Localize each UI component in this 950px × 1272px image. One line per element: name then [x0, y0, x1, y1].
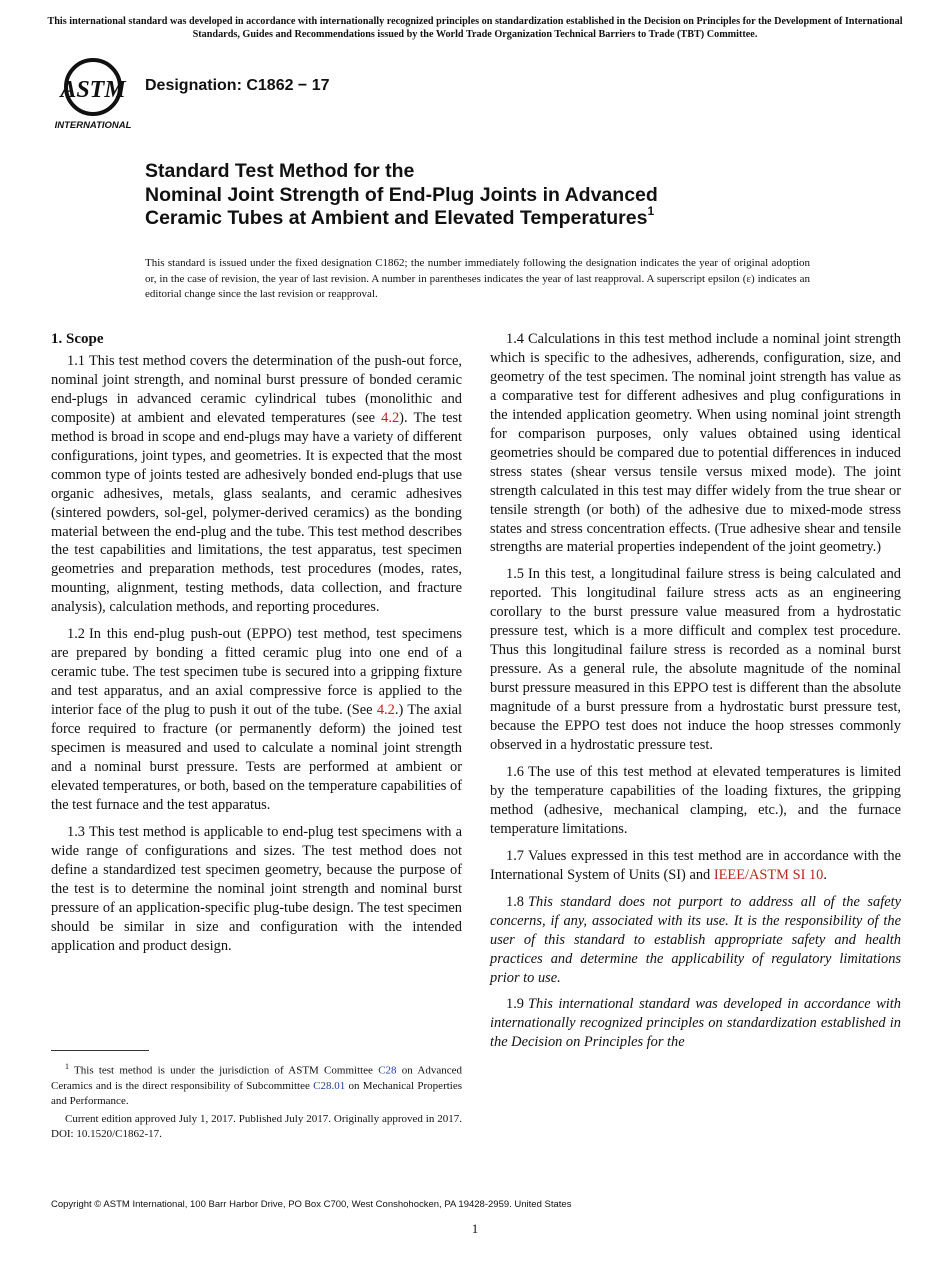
issuance-statement: This standard is issued under the fixed designation C1862; the number immediately following the designation indicates the year of original adoption or, in the case of revision, the year of last revision. A number in parentheses indicates the year of last reapproval. A superscript epsilon (ε) indicates an editorial change since the last revision or reapproval. — [145, 257, 810, 300]
logo-subtext: INTERNATIONAL — [54, 120, 132, 131]
section-link-4-2[interactable]: 4.2 — [381, 409, 400, 426]
footnote-mark: 1 — [65, 1062, 69, 1071]
paragraph-text: This test method is applicable to end-plug test specimens with a wide range of configurations and sizes. The test method does not define a standardized test specimen geometry, because the purpose of the test is to determine the nominal joint strength and nominal burst pressure of an application-specific plug-tube design. The test specimen should be similar in size and configuration with the intended application and product design. — [51, 823, 462, 954]
title-line-1: Standard Test Method for the — [145, 160, 415, 182]
paragraph-number: 1.1 — [67, 352, 85, 369]
footnote-text: on Mechanical Properties and Performance. — [51, 1079, 463, 1107]
paragraph-1-5 — [490, 565, 901, 755]
footnotes — [51, 1059, 462, 1145]
footnote-divider — [51, 1050, 149, 1051]
paragraph-1-4 — [490, 330, 901, 557]
logo-text: ASTM — [60, 77, 126, 103]
top-notice: This international standard was developed in accordance with internationally recognized principles on standardization established in the Decision on Principles for the Development of International Standards, Guides and Recommendations issued by the World Trade Organization Technical Barriers to Trade (TBT) Committee. — [47, 16, 903, 40]
paragraph-number: 1.9 — [506, 996, 524, 1013]
paragraph-text: ). The test method is broad in scope and end-plugs may have a variety of different configurations, joint types, and geometries. It is expected that the most common type of joints tested are adhesively bonded end-plugs that use organic adhesives, metals, glass sealants, and ceramic adhesives (sintered powders, sol-gel, polymer-derived ceramics) as the bonding material between the end-plug and the tube. This test method describes the test capabilities and limitations, the test apparatus, test specimen geometries and preparation methods, test procedures (modes, rates, mounting, alignment, testing methods, data collection, and fracture analysis), calculation methods, and reporting procedures. — [51, 409, 463, 616]
paragraph-number: 1.8 — [506, 893, 524, 910]
paragraph-text: .) The axial force required to fracture (or permanently deform) the joined test specimen is measured and used to calculate a nominal joint strength and a nominal burst pressure. Tests are performed at ambient or elevated temperatures, or both, based on the temperature capabilities of the test furnace and the test apparatus. — [51, 702, 462, 813]
paragraph-text: The use of this test method at elevated temperatures is limited by the temperature capabilities of the loading fixtures, the gripping method (adhesive, mechanical clamping, etc.), and the furnace temperature limitations. — [490, 763, 901, 837]
paragraph-text: In this end-plug push-out (EPPO) test method, test specimens are prepared by bonding a fitted ceramic plug into one end of a ceramic tube. The test specimen tube is secured into a gripping fixture and test apparatus, and an axial compressive force is applied to the interior face of the plug to push it out of the tube. (See — [51, 626, 462, 719]
paragraph-1-9 — [490, 995, 901, 1052]
paragraph-1-6 — [490, 763, 901, 839]
paragraph-number: 1.3 — [67, 823, 85, 840]
paragraph-number: 1.4 — [506, 331, 524, 347]
section-link-4-2[interactable]: 4.2 — [376, 702, 395, 719]
paragraph-number: 1.7 — [506, 847, 524, 864]
title-line-3 — [145, 204, 865, 231]
paragraph-text: This test method covers the determination of the push-out force, nominal joint strength, and nominal burst pressure of bonded ceramic end-plugs in advanced ceramic cylindrical tubes (monolithic and composite) at ambient and elevated temperatures (see — [51, 352, 462, 426]
paragraph-text: This standard does not purport to address all of the safety concerns, if any, associated with its use. It is the responsibility of the user of this standard to establish appropriate safety and health practices and determine the applicability of regulatory limitations prior to use. — [490, 893, 901, 986]
reference-link-ieee-astm-si-10[interactable]: IEEE/ASTM SI 10 — [713, 866, 824, 883]
committee-link-c28[interactable]: C28 — [378, 1064, 397, 1077]
title-line-3-text: Ceramic Tubes at Ambient and Elevated Temperatures — [145, 207, 648, 229]
copyright: Copyright © ASTM International, 100 Barr Harbor Drive, PO Box C700, West Conshohocken, PA 19428-2959. United States — [51, 1199, 572, 1210]
paragraph-text: . — [823, 866, 827, 883]
paragraph-1-1 — [51, 352, 462, 617]
footnote-text: on Advanced Ceramics and is the direct responsibility of Subcommittee — [51, 1064, 462, 1092]
designation: Designation: C1862 − 17 — [145, 77, 330, 94]
paragraph-number: 1.2 — [67, 626, 85, 643]
paragraph-text: Values expressed in this test method are in accordance with the International System of Units (SI) and — [490, 847, 901, 883]
paragraph-text: Calculations in this test method include a nominal joint strength which is specific to the adhesives, adherends, configuration, size, and geometry of the test specimen. The nominal joint strength has value as a comparative test for different adhesives and plug configurations in the intended application geometry. When using nominal joint strength for comparison purposes, only values obtained using identical geometries should be compared due to potential differences in induced stress states (shear versus tensile versus mixed mode). The joint strength calculated in this test may differ widely from the true shear or tensile strength (or both) of the adhesive due to mixed-mode stress states and stress concentration effects. (True adhesive shear and tensile strengths are material properties independent of the joint geometry.) — [490, 331, 901, 556]
subcommittee-link-c28-01[interactable]: C28.01 — [313, 1079, 346, 1092]
left-column — [51, 330, 462, 964]
paragraph-1-2 — [51, 625, 462, 815]
section-heading-scope: 1. Scope — [51, 331, 104, 347]
paragraph-1-3 — [51, 823, 462, 956]
right-column — [490, 330, 901, 1060]
footnote-text: This test method is under the jurisdiction of ASTM Committee — [74, 1064, 379, 1077]
paragraph-number: 1.6 — [506, 763, 524, 780]
astm-logo — [52, 55, 134, 133]
footnote-edition: Current edition approved July 1, 2017. Published July 2017. Originally approved in 2017. DOI: 10.1520/C1862-17. — [51, 1112, 462, 1140]
page-title — [145, 160, 865, 231]
page-number: 1 — [471, 1221, 479, 1236]
title-footnote-link[interactable]: 1 — [647, 204, 655, 218]
paragraph-1-7 — [490, 847, 901, 885]
paragraph-text: In this test, a longitudinal failure stress is being calculated and reported. This longitudinal failure stress acts as an engineering corollary to the burst pressure value measured from a hydrostatic pressure test, which is a more difficult and complex test procedure. Thus this longitudinal failure stress is recorded as a nominal burst pressure. As a general rule, the absolute magnitude of the nominal burst pressure measured in this EPPO test is different than the absolute magnitude of a burst pressure from a hydrostatic burst pressure test, because the EPPO test does not induce the hoop stresses commonly observed in a hydrostatic pressure test. — [490, 566, 901, 754]
footnote-1 — [51, 1059, 462, 1109]
paragraph-1-8 — [490, 893, 901, 988]
paragraph-text: This international standard was developed in accordance with internationally recognized principles on standardization established in the Decision on Principles for the — [490, 996, 901, 1051]
paragraph-number: 1.5 — [506, 566, 524, 583]
title-line-2: Nominal Joint Strength of End-Plug Joints in Advanced — [145, 183, 658, 206]
